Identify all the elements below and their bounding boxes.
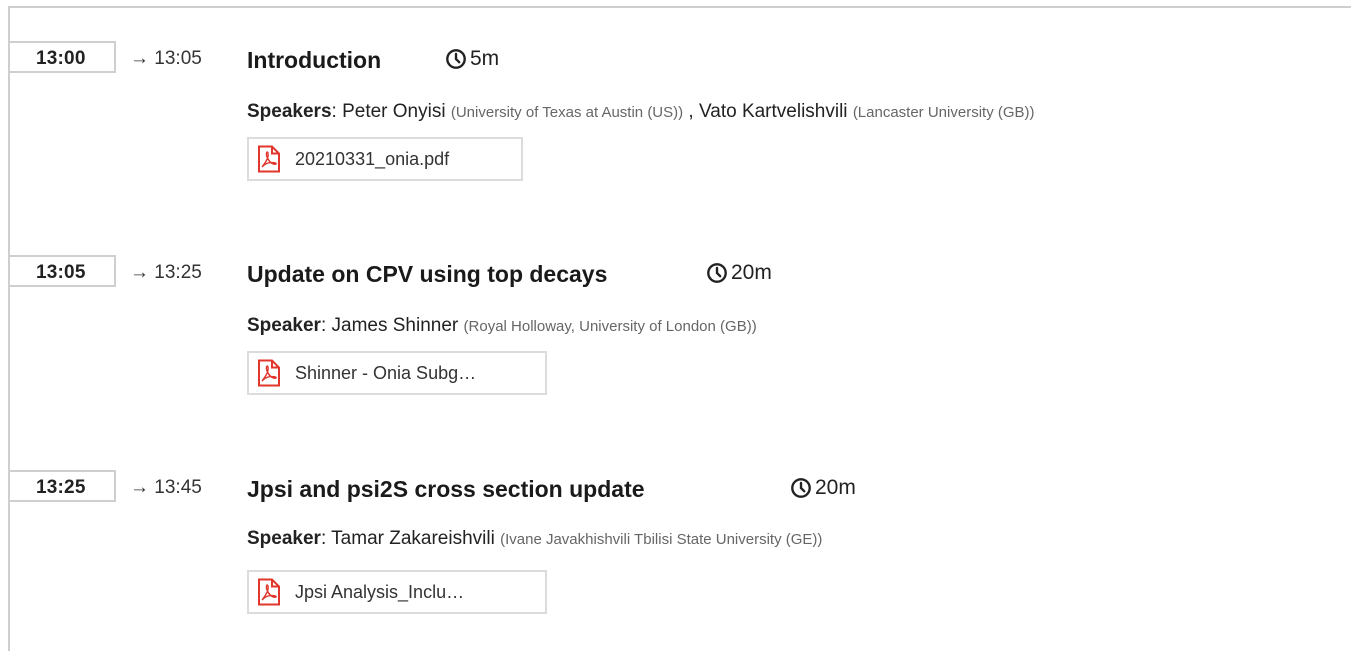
speaker-colon: : (331, 101, 343, 122)
attachment-name: 20210331_onia.pdf (295, 148, 450, 169)
attachment-name: Shinner - Onia Subg… (295, 362, 477, 383)
contribution-title[interactable]: Introduction (247, 47, 382, 73)
clock-icon (445, 48, 467, 70)
attachment-name: Jpsi Analysis_Inclu… (295, 581, 465, 602)
duration (445, 47, 499, 71)
clock-icon (706, 262, 728, 284)
end-time: → 13:45 (130, 477, 202, 498)
pdf-icon (257, 359, 281, 387)
speaker-colon: : (320, 315, 332, 336)
speaker-list (247, 528, 822, 550)
attachment-link[interactable] (247, 137, 523, 181)
speaker-name[interactable]: Vato Kartvelishvili (698, 101, 848, 122)
timeline-frame-top (8, 6, 1351, 8)
attachment-link[interactable] (247, 570, 547, 614)
duration (790, 476, 856, 500)
start-time: 13:05 (36, 262, 86, 283)
start-time-box (8, 255, 116, 287)
contribution-title[interactable]: Jpsi and psi2S cross section update (247, 476, 645, 502)
speaker-list (247, 315, 757, 337)
speaker-colon: : (320, 528, 332, 549)
speaker-label: Speaker (247, 315, 321, 336)
speaker-affiliation: (Royal Holloway, University of London (GB)) (463, 318, 757, 335)
speaker-label: Speaker (247, 528, 321, 549)
contribution-title[interactable]: Update on CPV using top decays (247, 261, 608, 287)
pdf-icon (257, 145, 281, 173)
timeline-frame-left (8, 6, 10, 651)
speaker-affiliation: (Ivane Javakhishvili Tbilisi State University (GE)) (500, 531, 823, 548)
speaker-label: Speakers (247, 101, 332, 122)
duration-value: 5m (470, 47, 500, 70)
duration-value: 20m (731, 261, 772, 284)
pdf-icon (257, 578, 281, 606)
start-time-box (8, 470, 116, 502)
start-time: 13:25 (36, 477, 86, 498)
speaker-separator: , (688, 101, 699, 122)
speaker-affiliation: (University of Texas at Austin (US)) (450, 104, 684, 121)
attachment-link[interactable] (247, 351, 547, 395)
speaker-name[interactable]: Peter Onyisi (342, 101, 446, 122)
start-time-box (8, 41, 116, 73)
duration-value: 20m (815, 476, 856, 499)
speaker-affiliation: (Lancaster University (GB)) (852, 104, 1035, 121)
speaker-name[interactable]: Tamar Zakareishvili (331, 528, 495, 549)
duration (706, 261, 772, 285)
speaker-name[interactable]: James Shinner (331, 315, 459, 336)
speaker-list (247, 101, 1035, 123)
start-time: 13:00 (36, 48, 86, 69)
end-time: → 13:05 (130, 48, 202, 69)
clock-icon (790, 477, 812, 499)
end-time: → 13:25 (130, 262, 202, 283)
